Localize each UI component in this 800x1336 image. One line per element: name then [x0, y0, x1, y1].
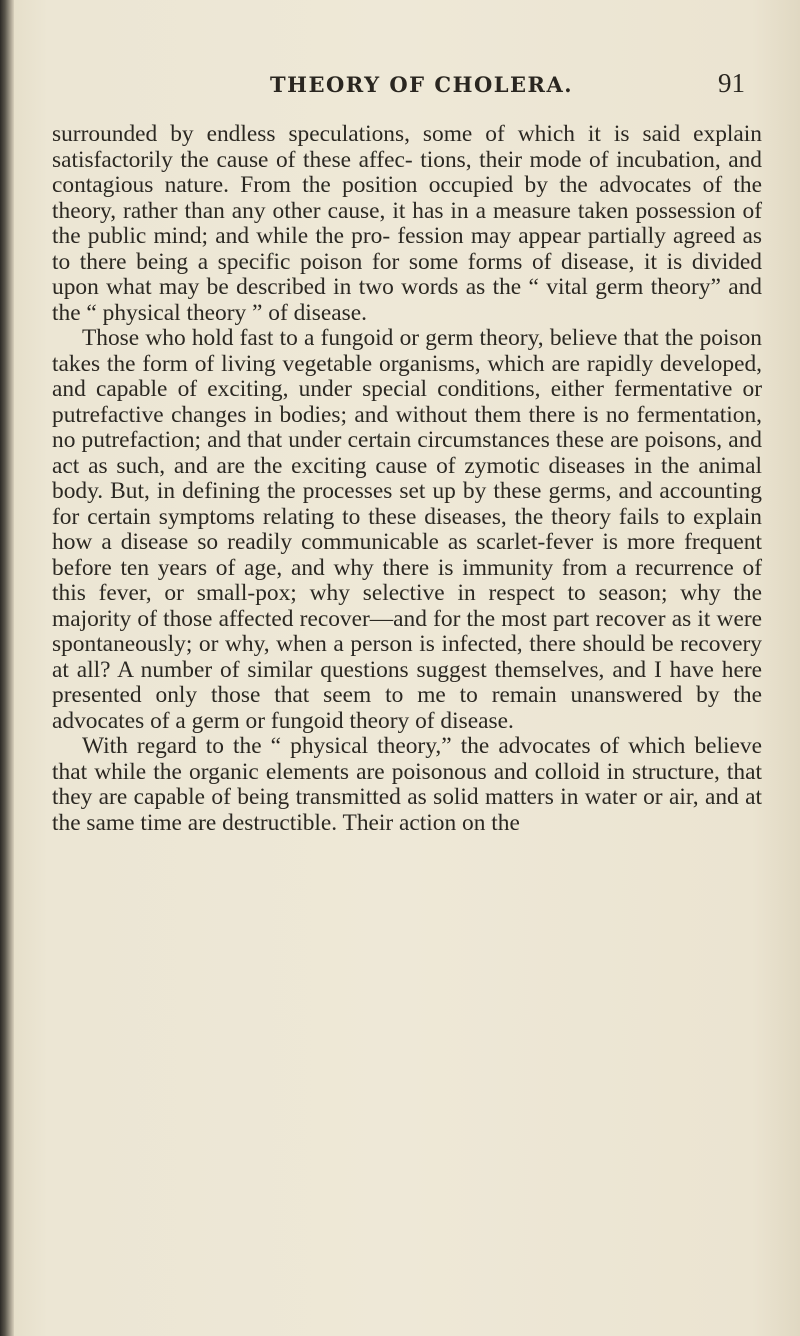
paragraph-germ-theory: Those who hold fast to a fungoid or germ theory, believe that the poison takes the form of living vegetable organisms, which are rapidly developed, and capable of exciting, under special conditions, either fermentative or putrefactive changes in bodies; and without them there is no fermentation, no putrefaction; and that under certain circumstances these are poisons, and act as such, and are the exciting cause of zymotic diseases in the animal body. But, in defining the processes set up by these germs, and accounting for certain symptoms relating to these diseases, the theory fails to explain how a disease so readily communicable as scarlet-fever is more frequent before ten years of age, and why there is immunity from a recurrence of this fever, or small-pox; why selective in respect to season; why the majority of those affected recover—and for the most part recover as it were spontaneously; or why, when a person is infected, there should be recovery at all? A number of similar questions suggest themselves, and I have here presented only those that seem to me to remain unanswered by the advocates of a germ or fungoid theory of disease. [52, 325, 762, 734]
body-text [52, 122, 762, 836]
running-title: THEORY OF CHOLERA. [270, 72, 574, 97]
paragraph-physical-theory: With regard to the “ physical theory,” the advocates of which believe that while the organic elements are poisonous and colloid in structure, that they are capable of being transmitted as solid matters in water or air, and at the same time are destructible. Their action on the [52, 733, 762, 836]
paragraph-continued: surrounded by endless speculations, some of which it is said explain satisfactorily the cause of these affec- tions, their mode of incubation, and contagious nature. From the position occupied by the advocates of the theory, rather than any other cause, it has in a measure taken possession of the public mind; and while the pro- fession may appear partially agreed as to there being a specific poison for some forms of disease, it is divided upon what may be described in two words as the “ vital germ theory” and the “ physical theory ” of disease. [52, 121, 762, 326]
page-header [0, 68, 800, 108]
page-number: 91 [718, 68, 745, 98]
book-binding-edge [0, 0, 14, 1336]
